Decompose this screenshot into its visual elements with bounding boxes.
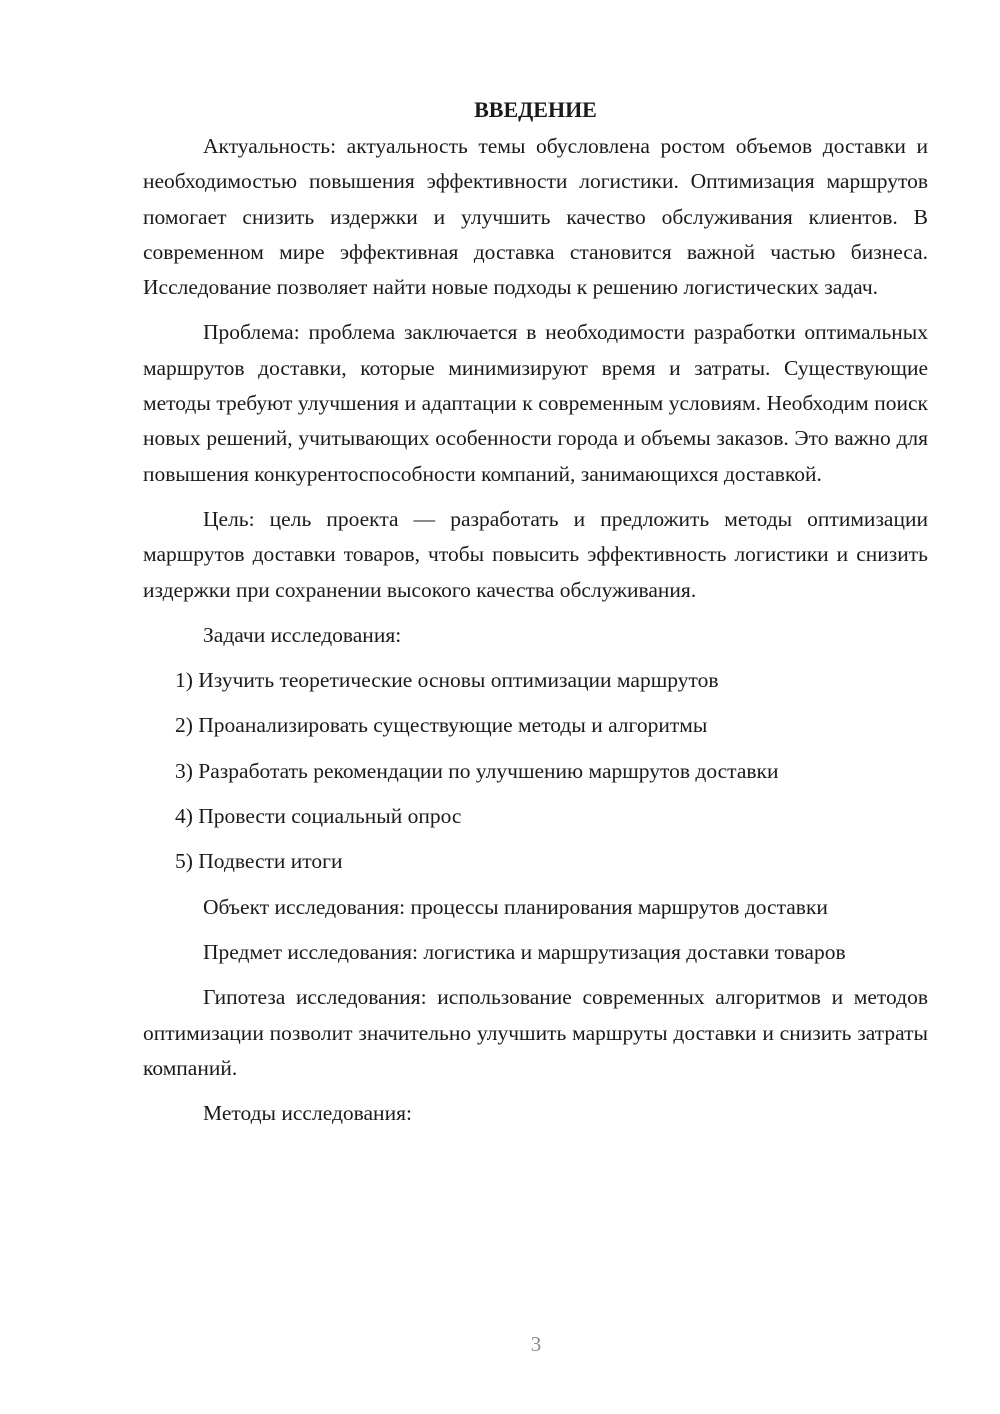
list-item: 3) Разработать рекомендации по улучшению маршрутов доставки bbox=[175, 758, 779, 783]
list-item: 5) Подвести итоги bbox=[175, 849, 343, 874]
methods-title: Методы исследования: bbox=[203, 1101, 412, 1126]
list-item: 1) Изучить теоретические основы оптимизации маршрутов bbox=[175, 668, 719, 693]
list-item: 4) Провести социальный опрос bbox=[175, 804, 462, 829]
page-number: 3 bbox=[530, 1332, 542, 1356]
page-title: ВВЕДЕНИЕ bbox=[474, 97, 597, 122]
tasks-list bbox=[143, 663, 928, 879]
tasks-title: Задачи исследования: bbox=[203, 622, 402, 647]
problem-paragraph: Проблема: проблема заключается в необходимости разработки оптимальных маршрутов доставки, которые минимизируют время и затраты. Существующие методы требуют улучшения и адаптации к современным условиям. Необходим поиск новых решений, учитывающих особенности города и объемы заказов. Это важно для повышения конкурентоспособности компаний, занимающихся доставкой. bbox=[143, 320, 928, 486]
goal-paragraph: Цель: цель проекта — разработать и предложить методы оптимизации маршрутов доставки товаров, чтобы повысить эффективность логистики и снизить издержки при сохранении высокого качества обслуживания. bbox=[143, 506, 928, 602]
relevance-paragraph: Актуальность: актуальность темы обусловлена ростом объемов доставки и необходимостью повышения эффективности логистики. Оптимизация маршрутов помогает снизить издержки и улучшить качество обслуживания клиентов. В современном мире эффективная доставка становится важной частью бизнеса. Исследование позволяет найти новые подходы к решению логистических задач. bbox=[143, 134, 928, 300]
page-content bbox=[143, 92, 928, 1141]
object-paragraph: Объект исследования: процессы планирования маршрутов доставки bbox=[203, 894, 828, 919]
list-item: 2) Проанализировать существующие методы и алгоритмы bbox=[175, 713, 708, 738]
subject-paragraph: Предмет исследования: логистика и маршрутизация доставки товаров bbox=[203, 939, 846, 964]
hypothesis-paragraph: Гипотеза исследования: использование современных алгоритмов и методов оптимизации позволит значительно улучшить маршруты доставки и снизить затраты компаний. bbox=[143, 985, 928, 1080]
